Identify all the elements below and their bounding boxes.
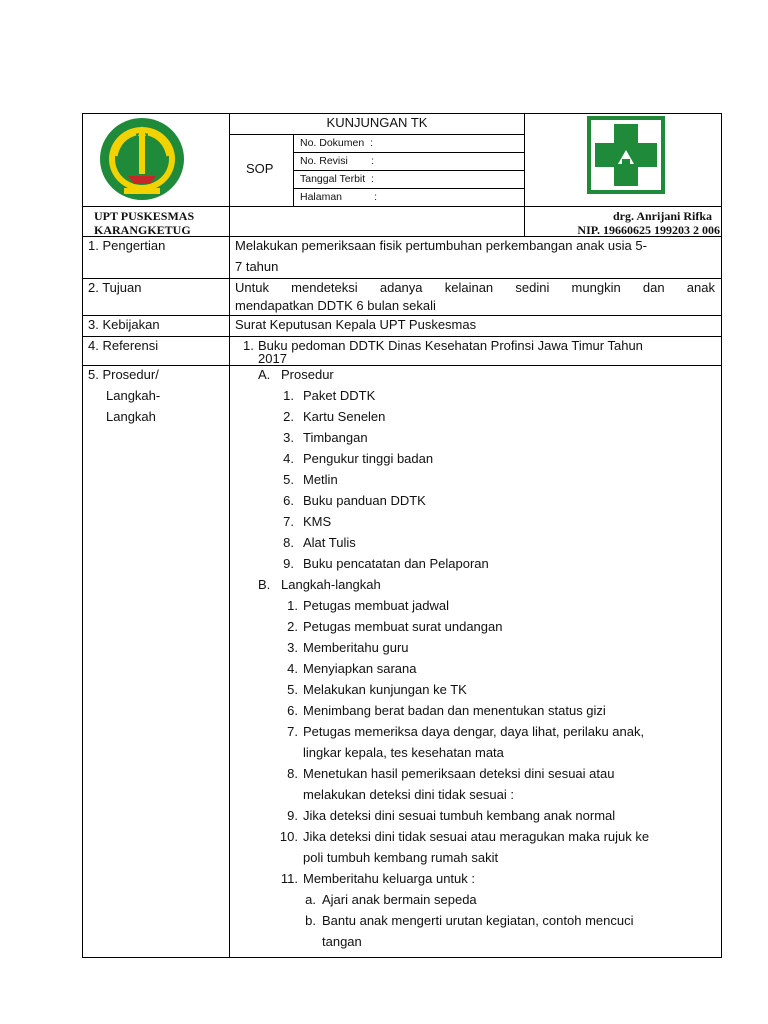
list-item-number: 3. xyxy=(283,430,294,445)
tujuan-line2: mendapatkan DDTK 6 bulan sekali xyxy=(235,298,436,313)
list-item-number: 2. xyxy=(287,619,298,634)
list-item: Menimbang berat badan dan menentukan status gizi xyxy=(303,703,606,718)
pengertian-line2: 7 tahun xyxy=(235,259,279,274)
list-item-number: 5. xyxy=(287,682,298,697)
list-item-number: b. xyxy=(305,913,316,928)
list-item-number: 10. xyxy=(279,829,298,844)
referensi-line2: 2017 xyxy=(258,351,287,366)
pengertian-line1: Melakukan pemeriksaan fisik pertumbuhan perkembangan anak usia 5- xyxy=(235,238,647,253)
list-item-number: 6. xyxy=(283,493,294,508)
list-item: Memberitahu keluarga untuk : xyxy=(303,871,475,886)
sop-label: SOP xyxy=(246,161,274,176)
list-item: Jika deteksi dini sesuai tumbuh kembang anak normal xyxy=(303,808,616,823)
document-title: KUNJUNGAN TK xyxy=(326,115,428,130)
list-item: Petugas membuat jadwal xyxy=(303,598,449,613)
row-label-langkah2: Langkah xyxy=(106,409,156,424)
section-b-letter: B. xyxy=(258,577,271,592)
row-label-tujuan: 2. Tujuan xyxy=(88,280,142,295)
list-item: Timbangan xyxy=(303,430,368,445)
row-label-referensi: 4. Referensi xyxy=(88,338,159,353)
field-halaman: Halaman : xyxy=(300,191,378,203)
section-b-title: Langkah-langkah xyxy=(281,577,381,592)
list-item: Petugas memeriksa daya dengar, daya lihat, perilaku anak, xyxy=(303,724,645,739)
list-item-number: 7. xyxy=(283,514,294,529)
list-item-number: 11. xyxy=(280,871,298,886)
org-name-line1: UPT PUSKESMAS xyxy=(94,209,195,223)
list-item-number: 6. xyxy=(287,703,298,718)
list-item: Menetukan hasil pemeriksaan deteksi dini sesuai atau xyxy=(303,766,615,781)
list-item: Metlin xyxy=(303,472,338,487)
list-item: KMS xyxy=(303,514,332,529)
list-item-number: 9. xyxy=(287,808,298,823)
section-a-title: Prosedur xyxy=(281,367,334,382)
list-item: Petugas membuat surat undangan xyxy=(303,619,503,634)
puskesmas-logo xyxy=(587,116,665,194)
section-a-letter: A. xyxy=(258,367,271,382)
list-item: Pengukur tinggi badan xyxy=(303,451,434,466)
list-item-number: 8. xyxy=(283,535,294,550)
list-item-number: 2. xyxy=(283,409,294,424)
field-no-revisi: No. Revisi : xyxy=(300,155,375,167)
list-item: Jika deteksi dini tidak sesuai atau meragukan maka rujuk ke xyxy=(303,829,650,844)
tujuan-line1: Untuk mendeteksi adanya kelainan sedini mungkin dan anak xyxy=(235,280,715,295)
list-item: tangan xyxy=(322,934,362,949)
list-item: Buku pencatatan dan Pelaporan xyxy=(303,556,489,571)
list-item-number: 4. xyxy=(287,661,298,676)
list-item: Melakukan kunjungan ke TK xyxy=(303,682,467,697)
org-name-line2: KARANGKETUG xyxy=(94,223,191,237)
list-item: lingkar kepala, tes kesehatan mata xyxy=(303,745,504,760)
list-item: poli tumbuh kembang rumah sakit xyxy=(303,850,499,865)
list-item: Bantu anak mengerti urutan kegiatan, contoh mencuci xyxy=(322,913,634,928)
kebijakan-text: Surat Keputusan Kepala UPT Puskesmas xyxy=(235,317,477,332)
list-item: Kartu Senelen xyxy=(303,409,386,424)
list-item: Paket DDTK xyxy=(303,388,376,403)
row-label-pengertian: 1. Pengertian xyxy=(88,238,166,253)
list-item: melakukan deteksi dini tidak sesuai : xyxy=(303,787,515,802)
list-item: Memberitahu guru xyxy=(303,640,409,655)
field-no-dokumen: No. Dokumen : xyxy=(300,137,373,149)
list-item-number: 9. xyxy=(283,556,294,571)
list-item: Ajari anak bermain sepeda xyxy=(322,892,477,907)
list-item-number: 8. xyxy=(287,766,298,781)
referensi-line1: Buku pedoman DDTK Dinas Kesehatan Profinsi Jawa Timur Tahun xyxy=(258,338,643,353)
list-item: Buku panduan DDTK xyxy=(303,493,426,508)
list-item-number: 3. xyxy=(287,640,298,655)
regional-emblem-logo xyxy=(98,116,186,202)
list-item: Menyiapkan sarana xyxy=(303,661,417,676)
list-item-number: a. xyxy=(305,892,316,907)
head-nip: NIP. 19660625 199203 2 006 xyxy=(577,223,720,237)
head-name: drg. Anrijani Rifka xyxy=(612,209,712,223)
list-item-number: 1. xyxy=(287,598,298,613)
row-label-prosedur: 5. Prosedur/ xyxy=(88,367,159,382)
field-tanggal-terbit: Tanggal Terbit : xyxy=(300,173,374,185)
row-label-langkah: Langkah- xyxy=(106,388,161,403)
list-item-number: 7. xyxy=(287,724,298,739)
list-item: Alat Tulis xyxy=(303,535,356,550)
row-label-kebijakan: 3. Kebijakan xyxy=(88,317,160,332)
list-item-number: 4. xyxy=(283,451,294,466)
referensi-number: 1. xyxy=(243,338,254,353)
list-item-number: 5. xyxy=(283,472,294,487)
list-item-number: 1. xyxy=(283,388,294,403)
